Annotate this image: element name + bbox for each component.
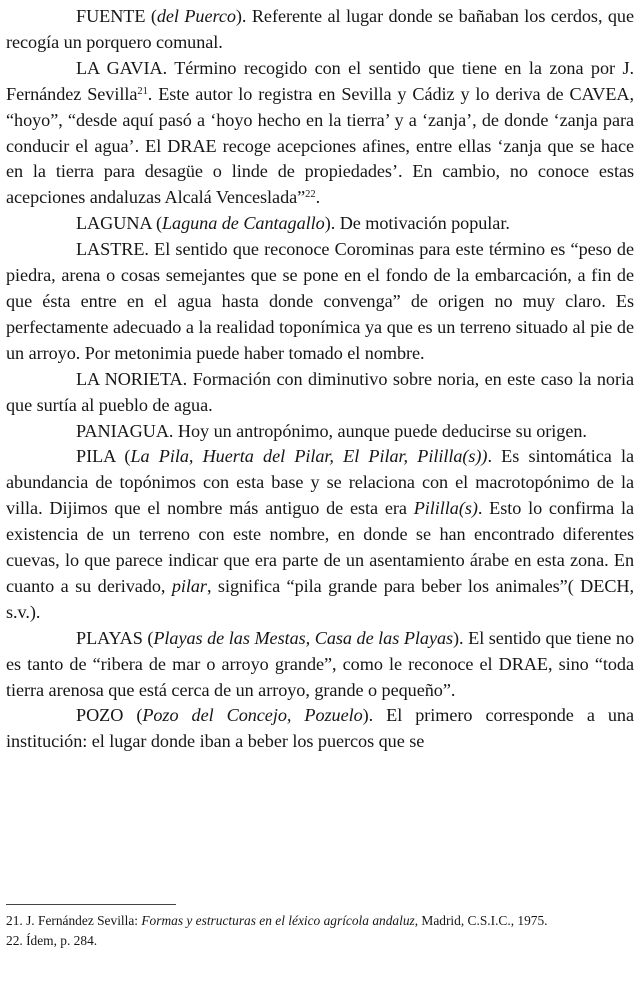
entry-lastre: LASTRE. El sentido que reconoce Corominas para este término es “peso de piedra, arena o cosas semejantes que se pone en el fondo de la embarcación, a fin de que ésta entre en el agua hasta donde convenga” de origen no muy claro. Es perfectamente adecuado a la realidad toponímica ya que es un terreno situado al pie de un arroyo. Por metonimia puede haber tomado el nombre. xyxy=(6,239,634,363)
main-text xyxy=(6,4,634,755)
entry-pozo: POZO (Pozo del Concejo, Pozuelo). El primero corresponde a una institución: el lugar donde iban a beber los puercos que se xyxy=(6,705,634,752)
footnote-ref-22[interactable]: 22 xyxy=(305,189,316,201)
entry-fuente: FUENTE (del Puerco). Referente al lugar donde se bañaban los cerdos, que recogía un porquero comunal. xyxy=(6,6,634,52)
footnote-21: 21. J. Fernández Sevilla: Formas y estructuras en el léxico agrícola andaluz, Madrid, C.S.I.C., 1975. xyxy=(6,913,548,928)
entry-la-gavia: LA GAVIA. Término recogido con el sentido que tiene en la zona por J. Fernández Sevilla$^{21}$. Este autor lo registra en Sevilla y Cádiz y lo deriva de CAVEA, “hoyo”, “desde aquí pasó a ‘hoyo hecho en la tierra’ y a ‘zanja’, de donde ‘zanja para conducir el agua’. El DRAE recoge acepciones afines, entre ellas ‘zanja que se hace en la tierra para desagüe o linde de propiedades’. En cambio, no conoce estas acepciones andaluzas Alcalá Venceslada”$^{22}$. xyxy=(6,57,635,208)
footnote-ref-21[interactable]: 21 xyxy=(137,85,148,97)
entry-paniagua: PANIAGUA. Hoy un antropónimo, aunque puede deducirse su origen. xyxy=(76,420,587,441)
footnote-separator xyxy=(6,904,176,905)
entry-pila: PILA (La Pila, Huerta del Pilar, El Pilar, Pililla(s)). Es sintomática la abundancia de topónimos con esta base y se relaciona con el macrotopónimo de la villa. Dijimos que el nombre más antiguo de esta era Pililla(s). Esto lo confirma la existencia de un terreno con este nombre, en donde se han encontrado diferentes cuevas, lo que parece indicar que era parte de un asentamiento árabe en esta zona. En cuanto a su derivado, pilar, significa “pila grande para beber los animales”( DECH, s.v.). xyxy=(6,446,634,622)
footnote-22: 22. Ídem, p. 284. xyxy=(6,932,98,948)
footnotes xyxy=(6,904,634,950)
entry-la-norieta: LA NORIETA. Formación con diminutivo sobre noria, en este caso la noria que surtía al pueblo de agua. xyxy=(6,368,634,415)
entry-playas: PLAYAS (Playas de las Mestas, Casa de las Playas). El sentido que tiene no es tanto de “ribera de mar o arroyo grande”, como le reconoce el DRAE, sino “toda tierra arenosa que está cerca de un arroyo, grande o pequeño”. xyxy=(6,627,635,700)
entry-laguna: LAGUNA (Laguna de Cantagallo). De motivación popular. xyxy=(76,213,510,234)
